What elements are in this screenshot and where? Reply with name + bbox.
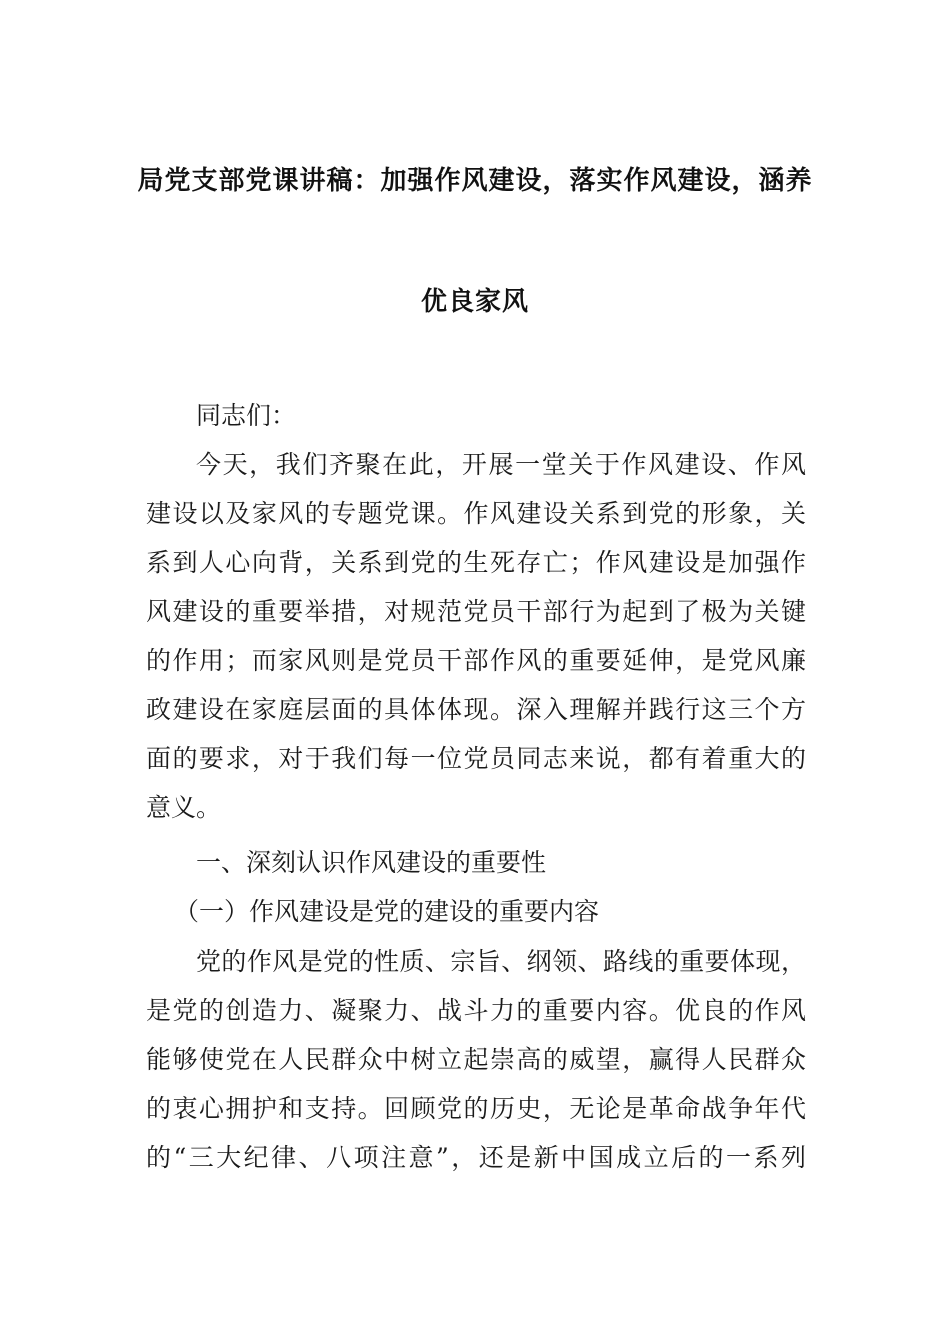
paragraph-line: 意义。	[146, 793, 222, 822]
paragraph-line: 建设以及家风的专题党课。作风建设关系到党的形象，关	[146, 499, 806, 528]
paragraph-line: 能够使党在人民群众中树立起崇高的威望，赢得人民群众	[146, 1045, 806, 1074]
section-heading: 一、深刻认识作风建设的重要性	[196, 848, 547, 877]
paragraph-line: 党的作风是党的性质、宗旨、纲领、路线的重要体现，	[196, 947, 806, 976]
paragraph-line: 今天，我们齐聚在此，开展一堂关于作风建设、作风	[196, 450, 806, 479]
paragraph-line: 系到人心向背，关系到党的生死存亡；作风建设是加强作	[146, 548, 806, 577]
paragraph-line: 的“三大纪律、八项注意”，还是新中国成立后的一系列	[146, 1143, 806, 1172]
paragraph-line: 政建设在家庭层面的具体体现。深入理解并践行这三个方	[146, 695, 806, 724]
subsection-heading: （一）作风建设是党的建设的重要内容	[174, 897, 600, 926]
paragraph-line: 是党的创造力、凝聚力、战斗力的重要内容。优良的作风	[146, 996, 806, 1025]
paragraph-line: 的作用；而家风则是党员干部作风的重要延伸，是党风廉	[146, 646, 806, 675]
paragraph-line: 的衷心拥护和支持。回顾党的历史，无论是革命战争年代	[146, 1094, 806, 1123]
document-title-line-2: 优良家风	[420, 287, 529, 317]
salutation: 同志们：	[196, 401, 297, 430]
document-title-line-1: 局党支部党课讲稿：加强作风建设，落实作风建设，涵养	[137, 166, 813, 196]
paragraph-line: 面的要求，对于我们每一位党员同志来说，都有着重大的	[146, 744, 806, 773]
paragraph-line: 风建设的重要举措，对规范党员干部行为起到了极为关键	[146, 597, 806, 626]
